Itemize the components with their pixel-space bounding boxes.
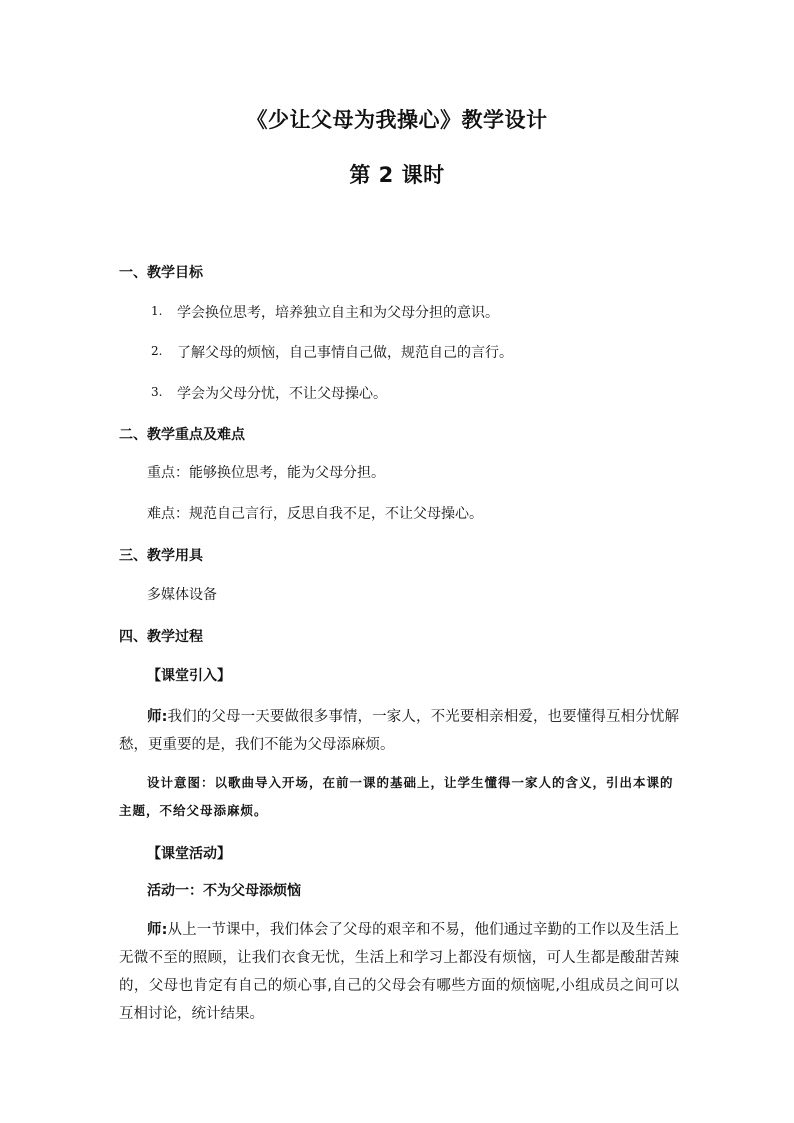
speaker-label: 师: xyxy=(147,709,168,725)
section-heading-tools: 三、教学用具 xyxy=(119,548,203,564)
tools-item: 多媒体设备 xyxy=(147,587,217,603)
objective-item: 学会为父母分忧，不让父母操心。 xyxy=(177,386,387,402)
intro-text: 我们的父母一天要做很多事情，一家人，不光要相亲相爱，也要懂得互相分忧解愁，更重要的是，我们不能为父母添麻烦。 xyxy=(119,709,679,753)
section-heading-key-points: 二、教学重点及难点 xyxy=(119,427,245,443)
list-number: 1. xyxy=(151,304,163,318)
activity-text: 从上一节课中，我们体会了父母的艰辛和不易，他们通过辛勤的工作以及生活上无微不至的照顾，让我们衣食无忧，生活上和学习上都没有烦恼，可人生都是酸甜苦辣的，父母也肯定有自己的烦心事,自己的父母会有哪些方面的烦恼呢,小组成员之间可以互相讨论，统计结果。 xyxy=(119,922,679,1022)
list-number: 2. xyxy=(151,344,163,358)
intro-label: 【课堂引入】 xyxy=(147,668,231,684)
activity-label: 【课堂活动】 xyxy=(147,846,231,862)
activity-paragraph xyxy=(119,916,679,1028)
intro-paragraph xyxy=(119,703,679,759)
key-point-focus: 重点：能够换位思考，能为父母分担。 xyxy=(147,465,385,481)
objective-item: 了解父母的烦恼，自己事情自己做，规范自己的言行。 xyxy=(177,345,513,361)
design-intent: 设计意图：以歌曲导入开场，在前一课的基础上，让学生懂得一家人的含义，引出本课的主题，不给父母添麻烦。 xyxy=(119,775,674,818)
section-heading-objectives: 一、教学目标 xyxy=(119,265,203,281)
section-heading-process: 四、教学过程 xyxy=(119,629,203,645)
document-title: 《少让父母为我操心》教学设计 xyxy=(246,108,548,132)
speaker-label: 师: xyxy=(147,922,168,938)
objective-item: 学会换位思考，培养独立自主和为父母分担的意识。 xyxy=(177,305,499,321)
list-number: 3. xyxy=(151,385,163,399)
activity-one-title: 活动一：不为父母添烦恼 xyxy=(147,883,301,899)
document-subtitle: 第 2 课时 xyxy=(349,163,445,187)
key-point-difficulty: 难点：规范自己言行，反思自我不足，不让父母操心。 xyxy=(147,506,483,522)
